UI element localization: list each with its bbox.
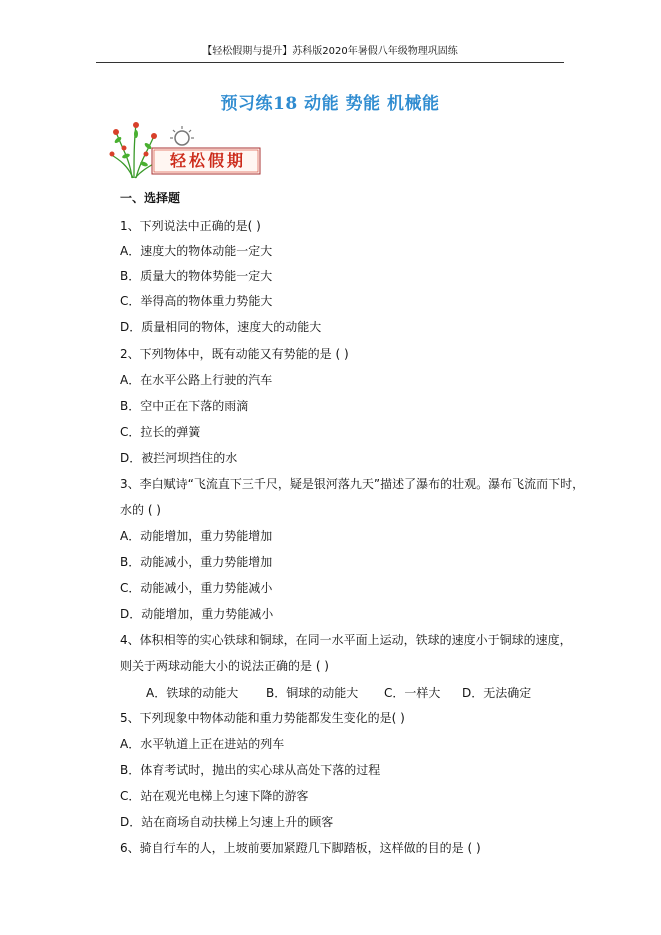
option-line: A．在水平公路上行驶的汽车	[120, 373, 273, 387]
question-6: 6、骑自行车的人，上坡前要加紧蹬几下脚踏板，这样做的目的是 ( )	[120, 841, 481, 855]
option-line: A．水平轨道上正在进站的列车	[120, 737, 285, 751]
question-4-options	[146, 684, 531, 701]
page-header: 【轻松假期与提升】苏科版2020年暑假八年级物理巩固练	[202, 46, 458, 57]
option-a: A．铁球的动能大	[146, 686, 239, 700]
option-line: B．空中正在下落的雨滴	[120, 399, 249, 413]
option-c: C．一样大	[384, 686, 441, 700]
option-b: B．铜球的动能大	[266, 686, 359, 700]
question-3: 3、李白赋诗“飞流直下三千尺，疑是银河落九天”描述了瀑布的壮观。瀑布飞流而下时，	[120, 477, 585, 491]
logo-text: 轻松假期	[169, 151, 246, 170]
option-d: D．无法确定	[462, 686, 532, 700]
question-4: 4、体积相等的实心铁球和铜球，在同一水平面上运动，铁球的速度小于铜球的速度，	[120, 633, 572, 647]
option-line: C．举得高的物体重力势能大	[120, 294, 273, 308]
holiday-logo	[104, 120, 264, 180]
option-line: C．动能减小，重力势能减小	[120, 581, 273, 595]
question-5: 5、下列现象中物体动能和重力势能都发生变化的是( )	[120, 711, 405, 725]
option-line: C．站在观光电梯上匀速下降的游客	[120, 789, 309, 803]
question-1: 1、下列说法中正确的是( )	[120, 219, 261, 233]
option-line: D．质量相同的物体，速度大的动能大	[120, 320, 322, 334]
section-title: 一、选择题	[120, 191, 181, 205]
option-line: D．动能增加，重力势能减小	[120, 607, 274, 621]
option-line: A．动能增加，重力势能增加	[120, 529, 273, 543]
option-line: C．拉长的弹簧	[120, 425, 201, 439]
question-4-cont: 则关于两球动能大小的说法正确的是 ( )	[120, 659, 329, 673]
option-line: B．动能减小，重力势能增加	[120, 555, 273, 569]
page-title: 预习练18 动能 势能 机械能	[220, 94, 440, 114]
option-line: A．速度大的物体动能一定大	[120, 244, 273, 258]
option-line: D．被拦河坝挡住的水	[120, 451, 238, 465]
header-divider	[96, 62, 564, 63]
option-line: B．体育考试时，抛出的实心球从高处下落的过程	[120, 763, 381, 777]
question-2: 2、下列物体中，既有动能又有势能的是 ( )	[120, 347, 349, 361]
option-line: B．质量大的物体势能一定大	[120, 269, 273, 283]
option-line: D．站在商场自动扶梯上匀速上升的顾客	[120, 815, 334, 829]
question-3-cont: 水的 ( )	[120, 503, 161, 517]
